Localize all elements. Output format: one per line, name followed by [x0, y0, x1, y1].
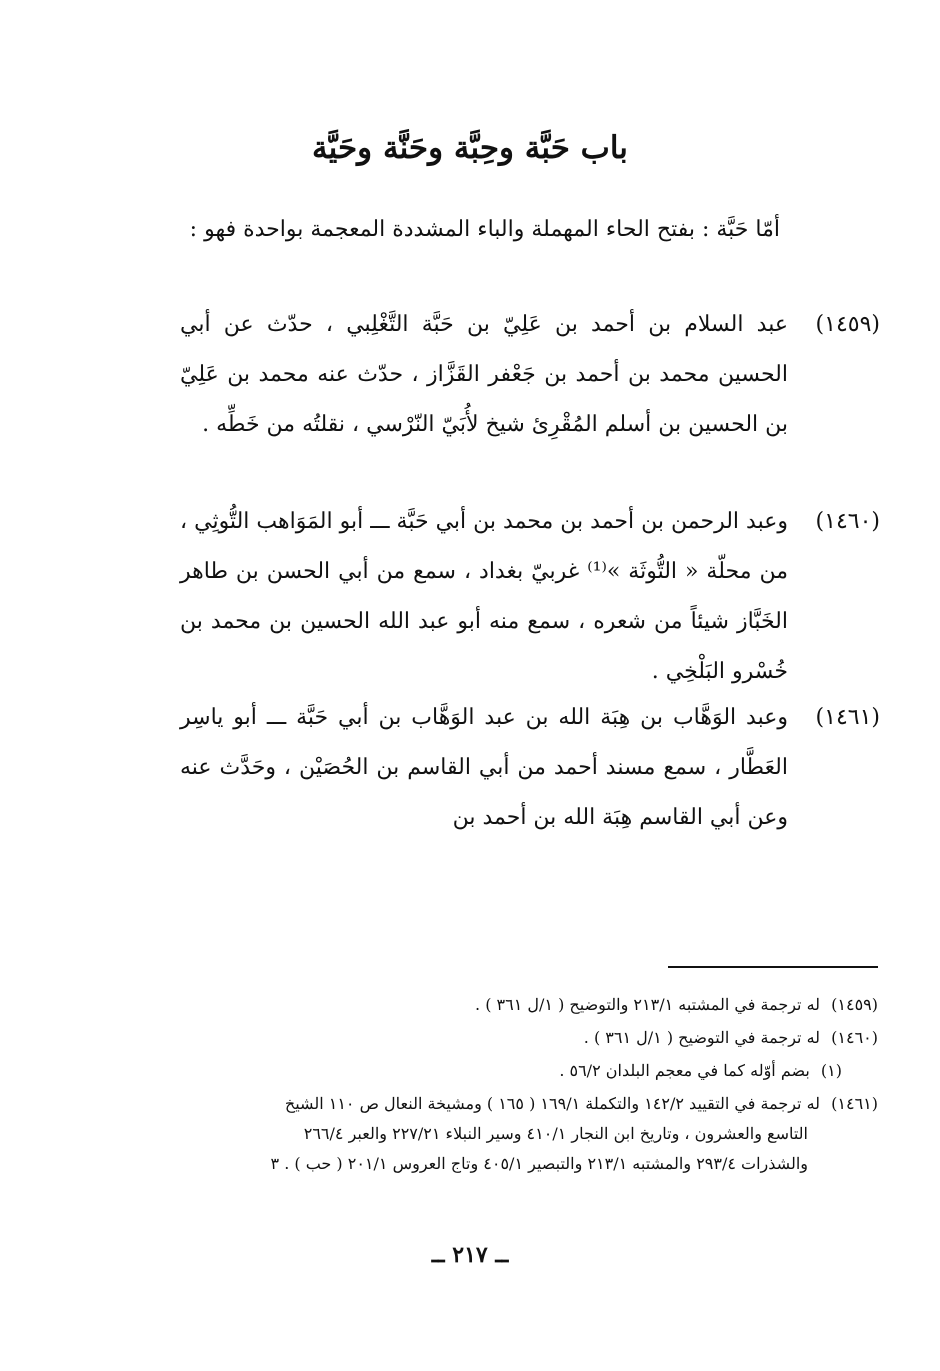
entry-text: وعبد الوَهَّاب بن هِبَة الله بن عبد الوَهَّاب بن أبي حَبَّة ـــ أبو ياسِر العَطَّار ، سمع مسند أحمد من أبي القاسم بن الحُصَيْن ، وحَدَّث عنه وعن أبي القاسم هِبَة الله بن أحمد بن [180, 705, 788, 830]
intro-paragraph: أمّا حَبَّة : بفتح الحاء المهملة والباء المشددة المعجمة بواحدة فهو : [189, 217, 780, 242]
footnote-1461 [130, 1089, 878, 1179]
entry-1459 [180, 300, 880, 450]
entry-number: (١٤٥٩) [815, 312, 880, 337]
footnote-text: له ترجمة في التوضيح ( ١/ل ٣٦١ ) . [583, 1028, 821, 1047]
footnote-text-line-1: له ترجمة في التقييد ١٤٢/٢ والتكملة ١٦٩/١ ( ١٦٥ ) ومشيخة النعال ص ١١٠ الشيخ [284, 1094, 821, 1113]
footnote-1459 [130, 990, 878, 1020]
footnote-1 [130, 1056, 878, 1086]
entry-text: عبد السلام بن أحمد بن عَلِيّ بن حَبَّة التَّغْلِبي ، حدّث عن أبي الحسين محمد بن أحمد بن جَعْفر القَزَّاز ، حدّث عنه محمد بن عَلِيّ بن الحسين بن أسلم المُقْرِئ شيخ لأُبَيّ النّرْسي ، نقلتُه من خَطِّه . [180, 312, 788, 437]
entry-number: (١٤٦٠) [815, 509, 880, 534]
footnote-text: له ترجمة في المشتبه ٢١٣/١ والتوضيح ( ١/ل ٣٦١ ) . [475, 995, 821, 1014]
entry-number: (١٤٦١) [815, 705, 880, 730]
footnote-number: (١٤٦١) [831, 1094, 878, 1113]
footnote-number: (١٤٦٠) [831, 1028, 878, 1047]
entry-text: وعبد الرحمن بن أحمد بن محمد بن أبي حَبَّة ـــ أبو المَوَاهب التُّوثِي ، من محلّة « التُّوثَة »⁽¹⁾ غربيّ بغداد ، سمع من أبي الحسن بن طاهر الخَبَّاز شيئاً من شعره ، سمع منه أبو عبد الله الحسين بن محمد بن خُسْرو البَلْخِي . [180, 509, 788, 684]
footnote-divider [668, 966, 878, 968]
footnote-text-line-2: التاسع والعشرون ، وتاريخ ابن النجار ٤١٠/١ وسير النبلاء ٢٢٧/٢١ والعبر ٢٦٦/٤ [303, 1124, 808, 1143]
footnote-number: (١) [820, 1061, 842, 1080]
footnote-1460 [130, 1023, 878, 1053]
entry-1461 [180, 693, 880, 843]
entry-1460 [180, 497, 880, 697]
footnote-number: (١٤٥٩) [831, 995, 878, 1014]
footnotes [130, 990, 878, 1182]
footnote-text-line-3: والشذرات ٢٩٣/٤ والمشتبه ٢١٣/١ والتبصير ٤٠٥/١ وتاج العروس ٢٠١/١ ( حب ) . ٣ [270, 1154, 808, 1173]
page-number: ــ ٢١٧ ــ [431, 1242, 509, 1268]
chapter-title: باب حَبَّة وحِبَّة وحَنَّة وحَيَّة [312, 130, 628, 166]
footnote-text: بضم أوّله كما في معجم البلدان ٥٦/٢ . [559, 1061, 810, 1080]
